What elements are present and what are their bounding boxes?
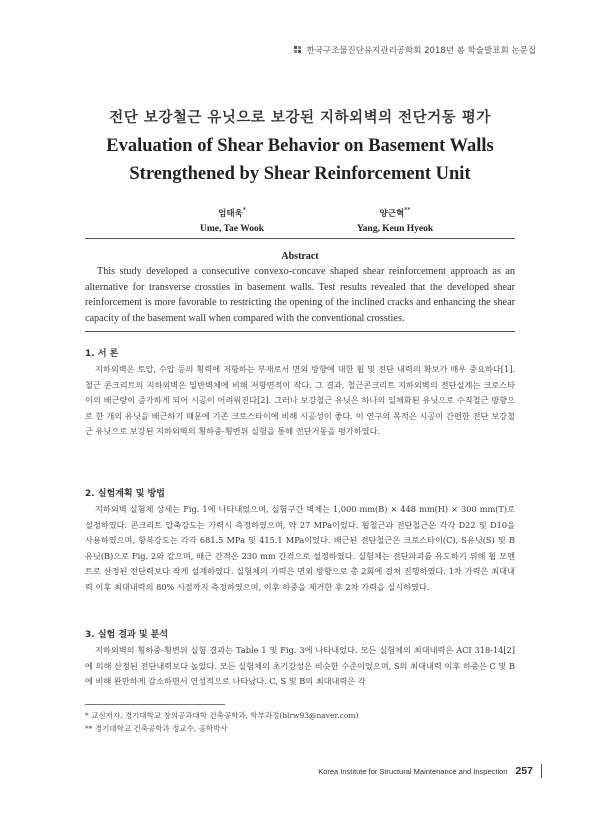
- footnote-1: * 교신저자, 경기대학교 창의공과대학 건축공학과, 학부과정(blrw93@naver.com): [85, 711, 359, 720]
- author-2-english: Yang, Keun Hyeok: [356, 223, 434, 234]
- author-1-english: Ume, Tae Wook: [200, 223, 264, 234]
- footnote-2: ** 경기대학교 건축공학과 정교수, 공학박사: [85, 724, 228, 733]
- section-2-heading: 2. 실험계획 및 방법: [85, 489, 165, 499]
- footer-divider: [541, 764, 542, 778]
- author-1-mark: *: [242, 207, 246, 214]
- author-1-korean: 엄태욱: [218, 208, 243, 219]
- title-korean: 전단 보강철근 유닛으로 보강된 지하외벽의 전단거동 평가: [109, 109, 491, 126]
- footer-institute: Korea Institute for Structural Maintenance and Inspection: [318, 766, 508, 776]
- title-english: [0, 132, 600, 188]
- author-2-korean: 양근혁: [379, 208, 405, 219]
- footnote-rule: [85, 704, 225, 705]
- abstract-title: Abstract: [281, 251, 319, 262]
- section-2-text: 지하외벽 실험체 상세는 Fig. 1에 나타내었으며, 실험구간 벽체는 1,000 mm(B) × 448 mm(H) × 300 mm(T)로 설정하였다. 콘크리트 압축강도는 가력시 측정하였으며, 약 27 MPa이었다. 휨철근과 전단철근은 각각 D22 및 D10을 사용하였으며, 항복강도는 각각 681.5 MPa 및 415.1 MPa이었다. 배근된 전단철근은 크로스타이(C), S유닛(S) 및 B유닛(B)으로 Fig. 2와 같으며, 배근 간격은 230 mm 간격으로 설정하였다. 실험체는 전단파괴를 유도하기 위해 휨 모멘트로 산정된 전단력보다 작게 설계하였다. 실험체의 가력은 면외 방향으로 총 2회에 걸쳐 진행하였다. 1차 가력은 최대내력 이후 최대내력의 80% 시점까지 측정하였으며, 이후 하중을 제거한 후 2차 가력을 실시하였다.: [85, 504, 515, 592]
- section-1-text: 지하외벽은 토압, 수압 등의 횡력에 저항하는 부재로서 면외 방향에 대한 휨 및 전단 내력의 확보가 매우 중요하다[1]. 철근 콘크리트의 지하외벽은 일반벽체에 비해 저항면적이 작다. 그 결과, 철근콘크리트 지하외벽의 전단설계는 크로스타이의 배근량이 증가하게 되어 시공이 어려워진다[2]. 그러나 보강철근 유닛은 하나의 일체화된 유닛으로 수직철근 방향으로 한 개의 유닛을 배근하기 때문에 기존 크로스타이에 비해 시공성이 좋다. 이 연구의 목적은 시공이 간편한 전단 보강철근 유닛으로 보강된 지하외벽의 횡하중-횡변위 실험을 통해 전단거동을 평가하였다.: [85, 364, 515, 437]
- section-3-text: 지하외벽의 횡하중-횡변위 실험 결과는 Table 1 및 Fig. 3에 나타내었다. 모든 실험체의 최대내력은 ACI 318-14[2]에 의해 산정된 전단내력보다 높았다. 모든 실험체의 초기강성은 비슷한 수준이었으며, S의 최대내력 이후 하중은 C 및 B에 비해 완만하게 감소하면서 연성적으로 나타났다. C, S 및 B의 최대내력은 각: [85, 645, 515, 687]
- journal-header: [294, 44, 536, 56]
- journal-name: 한국구조물진단유지관리공학회 2018년 봄 학술발표회 논문집: [306, 46, 536, 56]
- section-3-heading: 3. 실험 결과 및 분석: [85, 630, 169, 640]
- abstract-text: This study developed a consecutive convexo-concave shaped shear reinforcement approach as an alternative for transverse crossties in basement walls. Test results revealed that the developed shear reinforcement is more favorable to restricting the opening of the inclined cracks and enhancing the shear capacity of the basement wall when compared with the conventional crossties.: [85, 266, 515, 324]
- title-english-line1: Evaluation of Shear Behavior on Basement Walls: [106, 136, 494, 156]
- author-2-mark: **: [404, 207, 411, 214]
- journal-logo-icon: [294, 46, 302, 54]
- author-2: [305, 203, 485, 237]
- abstract-top-rule: [85, 238, 515, 239]
- author-1: [142, 203, 322, 237]
- abstract-bottom-rule: [85, 331, 515, 332]
- section-1-heading: 1. 서 론: [85, 349, 119, 359]
- page-number: 257: [515, 765, 533, 777]
- title-english-line2: Strengthened by Shear Reinforcement Unit: [129, 164, 471, 184]
- page-footer: [318, 764, 542, 778]
